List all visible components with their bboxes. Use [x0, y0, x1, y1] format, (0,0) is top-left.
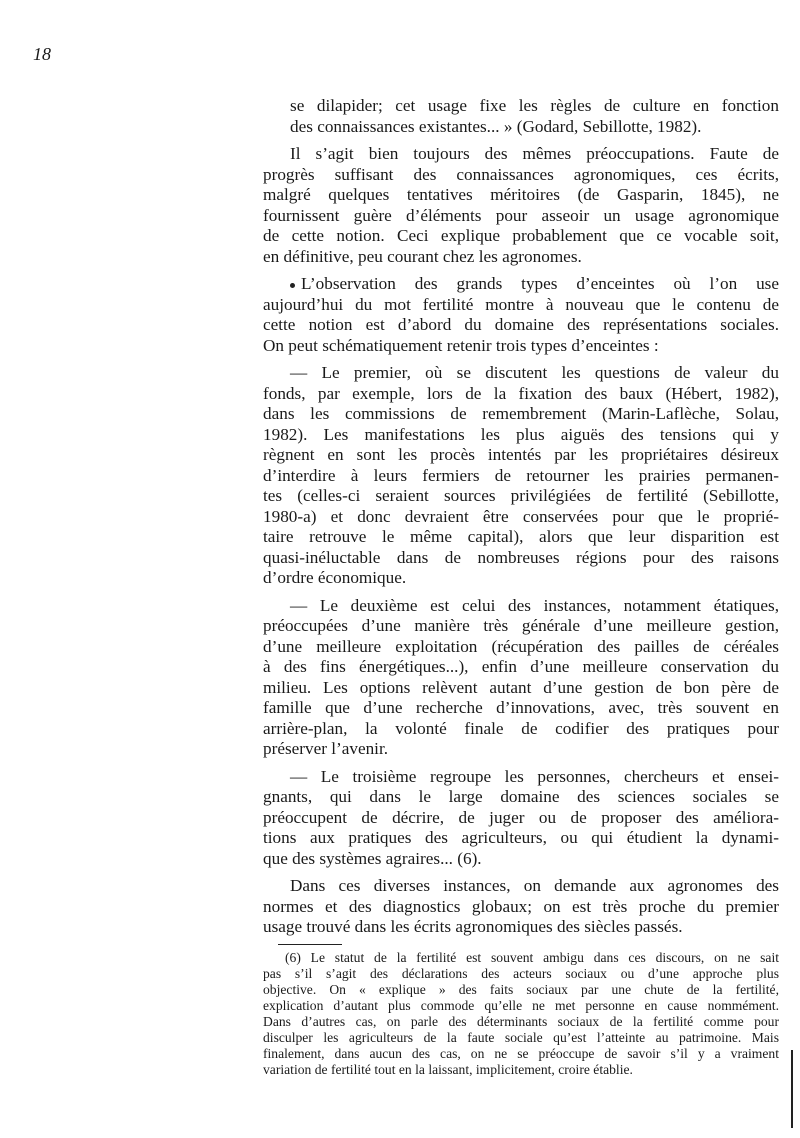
text-line — [263, 596, 779, 617]
text-line — [263, 425, 779, 446]
text-line — [263, 404, 779, 425]
line-text: d’interdire à leurs fermiers de retourner les prairies permanen- — [263, 465, 779, 485]
footnote-separator — [278, 944, 342, 945]
line-text: progrès suffisant des connaissances agronomiques, ces écrits, — [263, 164, 779, 184]
page-number: 18 — [33, 44, 51, 64]
text-line — [263, 206, 779, 227]
text-line — [263, 384, 779, 405]
footnote-line: objective. On « explique » des faits sociaux par une chute de la fertilité, — [263, 982, 779, 997]
text-line — [263, 917, 779, 938]
line-text: préoccupées d’une manière très générale d’une meilleure gestion, — [263, 616, 779, 635]
text-line — [263, 616, 779, 637]
line-text: de cette notion. Ceci explique probablement que ce vocable soit, — [263, 226, 779, 245]
text-line — [263, 363, 779, 384]
line-text: gnants, qui dans le large domaine des sciences sociales se — [263, 787, 779, 806]
text-line — [263, 678, 779, 699]
text-line — [263, 336, 779, 357]
footnote-line: pas s’il s’agit des déclarations des acteurs sociaux ou d’une approche plus — [263, 966, 779, 981]
paragraph — [263, 596, 779, 760]
line-text: cette notion est d’abord du domaine des représentations sociales. — [263, 315, 779, 334]
paragraph — [263, 876, 779, 938]
text-line — [263, 849, 779, 870]
text-line — [263, 527, 779, 548]
line-text: arrière-plan, la volonté finale de codifier des pratiques pour — [263, 718, 779, 738]
text-line — [263, 486, 779, 507]
text-line — [263, 767, 779, 788]
line-text: — Le deuxième est celui des instances, notamment étatiques, — [290, 595, 779, 615]
footnote-line: variation de fertilité tout en la laissant, implicitement, croire établie. — [263, 1062, 633, 1077]
text-line — [263, 274, 779, 295]
line-text: taire retrouve le même capital), alors que leur disparition est — [263, 527, 779, 546]
text-line — [263, 185, 779, 206]
line-text: famille que d’une recherche d’innovations, avec, très souvent en — [263, 698, 779, 717]
text-line — [263, 466, 779, 487]
text-line — [263, 247, 779, 268]
text-line — [263, 739, 779, 760]
text-line — [263, 445, 779, 466]
text-line — [263, 657, 779, 678]
line-text: On peut schématiquement retenir trois types d’enceintes : — [263, 335, 659, 355]
footnote-line: Dans d’autres cas, on parle des déterminants sociaux de la fertilité comme pour — [263, 1014, 779, 1029]
line-text: en définitive, peu courant chez les agronomes. — [263, 246, 582, 266]
line-text: malgré quelques tentatives méritoires (de Gasparin, 1845), ne — [263, 185, 779, 204]
line-text: préoccupent de décrire, de juger ou de proposer des améliora- — [263, 807, 779, 827]
line-text: préserver l’avenir. — [263, 739, 389, 758]
footnote-line: (6) Le statut de la fertilité est souvent ambigu dans ces discours, on ne sait — [285, 950, 779, 965]
line-text: Dans ces diverses instances, on demande aux agronomes des — [290, 876, 779, 895]
footnote-line: finalement, dans aucun des cas, on ne se préoccupe de savoir s’il y a vraiment — [263, 1046, 779, 1061]
line-text: normes et des diagnostics globaux; on est très proche du premier — [263, 896, 779, 916]
line-text: quasi-inéluctable dans de nombreuses régions pour des raisons — [263, 547, 779, 567]
text-line — [263, 568, 779, 589]
line-text: L’observation des grands types d’enceintes où l’on use — [301, 274, 779, 293]
line-text: fournissent guère d’éléments pour asseoir un usage agronomique — [263, 205, 779, 225]
line-text: que des systèmes agraires... (6). — [263, 848, 482, 868]
paragraph — [263, 767, 779, 870]
line-text: dans les commissions de remembrement (Marin-Laflèche, Solau, — [263, 404, 779, 423]
text-line — [263, 637, 779, 658]
paragraph — [263, 363, 779, 589]
text-line — [263, 808, 779, 829]
text-line — [263, 698, 779, 719]
line-text: — Le premier, où se discutent les questions de valeur du — [290, 363, 779, 382]
text-line — [290, 96, 779, 117]
line-text: tes (celles-ci seraient sources privilégiées de fertilité (Sebillotte, — [263, 486, 779, 505]
text-line — [263, 507, 779, 528]
text-line — [263, 828, 779, 849]
text-line — [263, 897, 779, 918]
line-text: d’une meilleure exploitation (récupération des pailles de céréales — [263, 636, 779, 656]
line-text: 1980-a) et donc devraient être conservées pour que le proprié- — [263, 506, 779, 526]
footnote — [263, 950, 779, 1078]
text-line — [263, 165, 779, 186]
text-line — [263, 315, 779, 336]
text-line — [290, 117, 779, 138]
text-line — [263, 787, 779, 808]
line-text: règnent en sont les procès intentés par les propriétaires désireux — [263, 445, 779, 464]
line-text: aujourd’hui du mot fertilité montre à nouveau que le contenu de — [263, 294, 779, 314]
text-line — [263, 548, 779, 569]
paragraph — [263, 274, 779, 356]
line-text: d’ordre économique. — [263, 568, 407, 587]
footnote-line: explication d’autant plus commode qu’elle ne met personne en cause nommément. — [263, 998, 779, 1013]
line-text: se dilapider; cet usage fixe les règles de culture en fonction — [290, 96, 779, 115]
text-line — [263, 226, 779, 247]
line-text: à des fins énergétiques...), enfin d’une meilleure conservation du — [263, 657, 779, 676]
line-text: fonds, par exemple, lors de la fixation des baux (Hébert, 1982), — [263, 383, 779, 403]
paragraph — [290, 96, 779, 137]
text-line — [263, 295, 779, 316]
text-line — [263, 719, 779, 740]
text-line — [263, 144, 779, 165]
paragraph — [263, 144, 779, 267]
line-text: des connaissances existantes... » (Godard, Sebillotte, 1982). — [290, 116, 702, 136]
scan-edge-mark — [791, 1050, 793, 1128]
line-text: — Le troisième regroupe les personnes, chercheurs et ensei- — [290, 766, 779, 786]
line-text: tions aux pratiques des agriculteurs, ou qui étudient la dynami- — [263, 828, 779, 847]
line-text: usage trouvé dans les écrits agronomiques des siècles passés. — [263, 917, 683, 936]
bullet-icon — [290, 283, 295, 288]
line-text: Il s’agit bien toujours des mêmes préoccupations. Faute de — [290, 144, 779, 163]
footnote-line: disculper les agriculteurs de la faute sociale qu’est l’atteinte au patrimoine. Mais — [263, 1030, 779, 1045]
line-text: milieu. Les options relèvent autant d’une gestion de bon père de — [263, 677, 779, 697]
line-text: 1982). Les manifestations les plus aiguës des tensions qui y — [263, 424, 779, 444]
text-line — [263, 876, 779, 897]
